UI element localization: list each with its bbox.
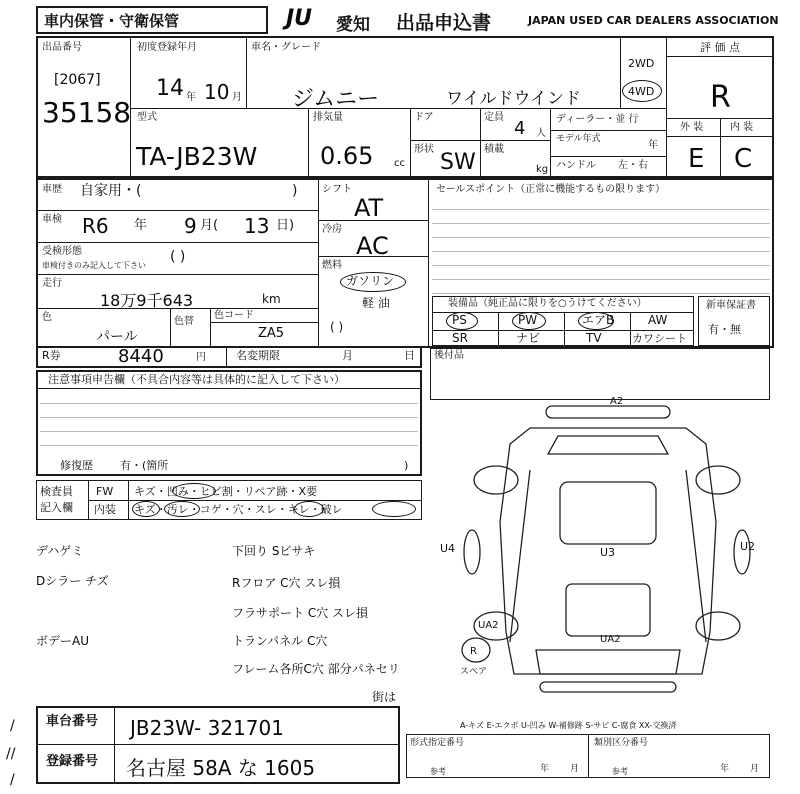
warranty-label: 新車保証書 [706,300,756,311]
car-diagram [440,392,770,722]
notes-area [40,390,418,452]
inspection-day: 13 [244,214,270,238]
lot-number: 35158 [42,96,132,129]
color-label: 色 [42,312,52,323]
color-value: パール [96,329,138,345]
color-change-label: 色替 [174,316,194,327]
dealer-label: ディーラー・並 行 [556,114,639,125]
fuel-gasoline: ガソリン [346,274,395,288]
divider [128,480,129,520]
year-unit: 年 [186,92,196,103]
shift-label: シフト [322,184,352,195]
remark-right-2: Rフロア C穴 スレ損 [232,576,341,590]
diagram-mark-left: U4 [440,542,456,555]
inspector-label-1: 検査員 [40,485,73,498]
damage-legend: A-キズ E-エクボ U-凹み W-補修跡 S-サビ C-腐食 XX-交換済 [460,721,677,730]
int-circle-1 [132,501,160,517]
storage-label: 車内保管・守衛保管 [44,12,180,30]
interior-grade: C [734,144,753,174]
divider [588,734,589,778]
load-unit: kg [536,164,549,175]
divider [550,130,666,131]
margin-mark-2: // [6,746,16,762]
divider [36,744,400,745]
deadline-month: 月 [342,349,353,362]
chassis-label: 車台番号 [46,714,99,729]
recycle-box [36,346,422,368]
fw-dent-circle [172,483,216,499]
mileage-label: 走行 [42,278,62,289]
divider [480,108,481,178]
diagram-mark-center: U3 [600,546,616,559]
mileage-unit: km [262,292,281,306]
warranty-options: 有・無 [708,323,741,336]
aircon-label: 冷房 [322,224,342,235]
divider [36,308,318,309]
equip-leather: カワシート [632,332,687,345]
form-title: 出品申込書 [396,12,492,34]
after-install-label: 後付品 [434,350,464,361]
diagram-mark-top: A2 [610,396,624,407]
divider [114,706,115,784]
spare-wheel-mark: R [470,646,477,657]
shape-value: SW [440,150,476,175]
ref-month-2: 月 [750,764,760,774]
drive-4wd: 4WD [628,85,655,98]
drive-2wd: 2WD [628,57,655,70]
margin-mark-1: / [10,718,15,734]
recycle-unit: 円 [196,352,206,363]
divider [480,140,550,141]
spare-wheel-caption: スペア [460,667,488,677]
divider [210,308,211,348]
remark-left-1: デハゲミ [36,544,84,558]
divider [226,346,227,368]
equip-airbag: エアB [582,313,615,327]
org-name: 愛知 [336,15,370,35]
fw-items: キズ・凹み・ヒビ割・リペア跡・X要 [134,485,318,498]
equip-ps: PS [452,313,467,327]
exterior-label: 外 装 [680,122,704,133]
vehicle-name: ジムニー [292,87,380,112]
divider [170,308,171,348]
plate-label: 登録番号 [46,754,99,769]
name-grade-label: 車名・グレード [251,42,321,53]
exterior-grade: E [688,144,705,174]
fuel-parens: ( ) [330,320,344,334]
chassis-value: JB23W- 321701 [130,716,284,740]
divider [36,210,318,211]
month-unit: 月 [232,92,242,103]
lot-sub-number: [2067] [54,72,101,88]
interior-items: キズ・汚レ・コゲ・穴・スレ・キレ・破レ [134,503,343,516]
divider [318,220,428,221]
remark-right-4: トランパネル C穴 [232,634,328,648]
first-registration-month: 10 [204,80,230,104]
reception-label: 受検形態 [42,246,82,257]
mileage-value: 18万9千643 [100,291,194,310]
model-year-label: モデル年式 [556,134,601,144]
diagram-mark-right: U2 [740,540,756,553]
inspection-label: 車検 [42,214,62,225]
model-label: 型式 [137,112,157,123]
capacity-value: 4 [514,118,526,139]
divider [410,140,480,141]
evaluation-score: R [710,80,731,115]
capacity-label: 定員 [484,112,504,123]
divider [36,274,318,275]
inspection-month: 9 [184,214,197,238]
history-label: 車歴 [42,184,62,195]
divider [666,136,774,137]
recycle-value: 8440 [118,346,164,367]
first-registration-year: 14 [156,76,184,101]
remark-left-3: ボデーAU [36,634,89,648]
recycle-label: R券 [42,349,61,362]
ref-year-1: 年 [540,764,550,774]
divider [720,118,721,178]
notes-label: 注意事項申告欄（不具合内容等は具体的に記入して下さい） [48,373,345,386]
door-label: ドア [414,112,434,123]
divider [130,108,666,109]
shape-label: 形状 [414,144,434,155]
margin-mark-3: / [10,772,15,788]
sales-points-area [432,196,770,294]
evaluation-label: 評 価 点 [700,41,740,54]
deadline-day: 日 [404,349,415,362]
int-circle-3 [294,501,324,517]
divider [630,312,631,346]
divider [308,108,309,178]
divider [666,56,774,57]
shift-value: AT [354,194,384,222]
handle-label: ハンドル [556,160,596,171]
model-year-unit: 年 [648,140,658,151]
load-label: 積載 [484,144,504,155]
ref-label-1: 参考 [430,767,446,776]
repair-history-close: ) [404,459,409,472]
interior-items-label: 内装 [94,503,116,516]
int-circle-4 [372,501,416,517]
divider [620,36,621,108]
divider [550,156,666,157]
equipment-label: 装備品（純正品に限りを○うけてください） [448,298,647,309]
diagram-mark-rear-left: UA2 [478,620,499,631]
fw-label: FW [96,485,114,498]
ref-year-2: 年 [720,764,730,774]
divider [318,178,319,348]
english-org-name: JAPAN USED CAR DEALERS ASSOCIATION [528,14,779,27]
remark-right-3: フラサポート C穴 スレ損 [232,606,369,620]
inspection-year-unit: 年 [134,218,148,233]
aircon-value: AC [356,232,389,260]
divider [428,178,429,348]
class-label: 類別区分番号 [594,738,649,748]
handle-options: 左・右 [618,160,648,171]
sales-points-label: セールスポイント（正常に機能するもの限ります） [436,184,666,195]
equip-sr: SR [452,331,468,345]
divider [36,242,318,243]
inspection-month-unit: 月( [200,218,219,233]
capacity-unit: 人 [536,128,546,139]
equip-navi: ナビ [516,331,541,345]
divider [36,388,422,389]
vehicle-grade: ワイルドウインド [446,89,581,109]
reception-parens: ( ) [170,249,186,265]
logo-mark: JU [286,6,313,31]
history-value: 自家用・( [80,183,142,199]
equip-tv: TV [586,331,602,345]
deadline-label: 名変期限 [236,349,280,362]
first-registration-label: 初度登録年月 [137,42,197,53]
displacement-label: 排気量 [313,112,343,123]
divider [318,256,428,257]
signature: 街は [372,690,397,704]
fuel-diesel: 軽 油 [362,296,390,310]
divider [432,330,694,331]
type-cert-label: 形式指定番号 [410,738,465,748]
divider [550,108,551,178]
model-value: TA-JB23W [136,142,258,171]
repair-history-value: 有・(箇所 [120,459,169,472]
ref-month-1: 月 [570,764,580,774]
remark-right-5: フレーム各所C穴 部分パネセリ [232,662,400,676]
divider [246,36,247,108]
interior-label: 内 装 [730,122,754,133]
repair-history-label: 修復歴 [60,459,93,472]
inspection-year: R6 [82,214,109,238]
history-close: ) [292,183,298,199]
inspection-day-unit: 日) [276,218,295,233]
displacement-unit: cc [394,158,405,169]
lot-number-label: 出品番号 [42,42,82,53]
fuel-label: 燃料 [322,260,342,271]
color-code-value: ZA5 [258,326,285,341]
diagram-mark-rear-center: UA2 [600,634,621,645]
remark-right-1: 下回り Sビサキ [232,544,316,558]
reception-note: 車検付きのみ記入して下さい [42,261,146,270]
ref-label-2: 参考 [612,767,628,776]
divider [410,108,411,178]
divider [88,500,422,501]
equip-pw: PW [518,313,538,327]
int-circle-2 [164,501,200,517]
color-code-label: 色コード [214,310,254,321]
plate-value: 名古屋 58A な 1605 [126,756,316,780]
divider [564,312,565,346]
inspector-label-2: 記入欄 [40,501,73,514]
divider [498,312,499,346]
displacement-value: 0.65 [320,142,374,170]
divider [210,322,318,323]
remark-left-2: Dシラー チズ [36,574,109,588]
equip-aw: AW [648,313,668,327]
divider [666,36,667,178]
